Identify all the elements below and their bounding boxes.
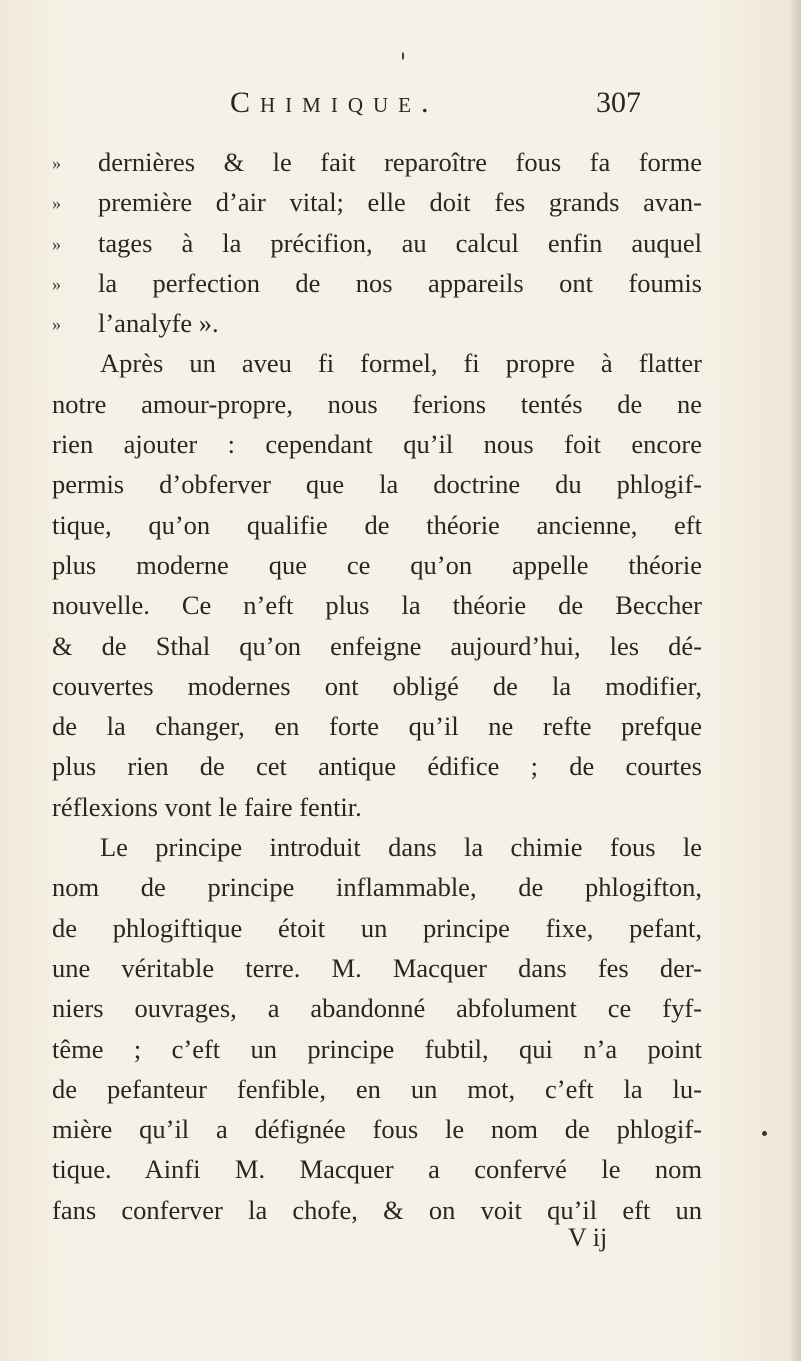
text-line: de phlogiftique étoit un principe fixe, pefant, bbox=[52, 912, 702, 943]
text-line: nouvelle. Ce n’eft plus la théorie de Beccher bbox=[52, 590, 702, 621]
text-line: de pefanteur fenfible, en un mot, c’eft la lu- bbox=[52, 1073, 702, 1104]
text-line bbox=[52, 142, 702, 182]
ink-speck bbox=[402, 52, 404, 60]
quote-mark: » bbox=[52, 233, 61, 254]
text-line: couvertes modernes ont obligé de la modifier, bbox=[52, 670, 702, 701]
text-line bbox=[52, 263, 702, 303]
line-text: l’analyfe ». bbox=[98, 308, 219, 339]
text-line: niers ouvrages, a abandonné abfolument ce fyf- bbox=[52, 993, 702, 1024]
text-line: plus rien de cet antique édifice ; de courtes bbox=[52, 751, 702, 782]
text-line: tême ; c’eft un principe fubtil, qui n’a point bbox=[52, 1033, 702, 1064]
signature-mark: V ij bbox=[568, 1223, 608, 1252]
text-line: une véritable terre. M. Macquer dans fes der- bbox=[52, 952, 702, 983]
text-line: & de Sthal qu’on enfeigne aujourd’hui, les dé- bbox=[52, 630, 702, 661]
quote-mark: » bbox=[52, 314, 61, 335]
body-text bbox=[52, 142, 702, 1230]
text-line: permis d’obferver que la doctrine du phlogif- bbox=[52, 469, 702, 500]
ink-speck bbox=[762, 1131, 767, 1136]
text-line: réflexions vont le faire fentir. bbox=[52, 791, 362, 822]
text-line: rien ajouter : cependant qu’il nous foit encore bbox=[52, 429, 702, 460]
text-line bbox=[52, 182, 702, 222]
text-line bbox=[52, 303, 702, 343]
text-line bbox=[52, 223, 702, 263]
running-title: Chimique. bbox=[230, 86, 439, 119]
text-line: fans conferver la chofe, & on voit qu’il eft un bbox=[52, 1194, 702, 1225]
text-line: Après un aveu fi formel, fi propre à flatter bbox=[100, 348, 702, 379]
text-line: plus moderne que ce qu’on appelle théorie bbox=[52, 549, 702, 580]
text-line: Le principe introduit dans la chimie fous le bbox=[100, 832, 702, 863]
text-line: tique. Ainfi M. Macquer a confervé le nom bbox=[52, 1154, 702, 1185]
line-text: première d’air vital; elle doit fes grands avan- bbox=[98, 187, 702, 218]
line-text: tages à la précifion, au calcul enfin auquel bbox=[98, 227, 702, 258]
text-line: nom de principe inflammable, de phlogifton, bbox=[52, 872, 702, 903]
text-line: de la changer, en forte qu’il ne refte prefque bbox=[52, 711, 702, 742]
quote-mark: » bbox=[52, 153, 61, 173]
line-text: la perfection de nos appareils ont foumis bbox=[98, 267, 702, 298]
page-edge-shadow bbox=[789, 0, 801, 1361]
page-number: 307 bbox=[596, 86, 641, 119]
text-line: tique, qu’on qualifie de théorie ancienne, eft bbox=[52, 509, 702, 540]
text-line: notre amour-propre, nous ferions tentés de ne bbox=[52, 388, 702, 419]
text-line: mière qu’il a défignée fous le nom de phlogif- bbox=[52, 1114, 702, 1145]
quote-mark: » bbox=[52, 193, 61, 214]
quote-mark: » bbox=[52, 273, 61, 294]
page-header bbox=[230, 86, 690, 126]
line-text: dernières & le fait reparoître fous fa forme bbox=[98, 147, 702, 177]
